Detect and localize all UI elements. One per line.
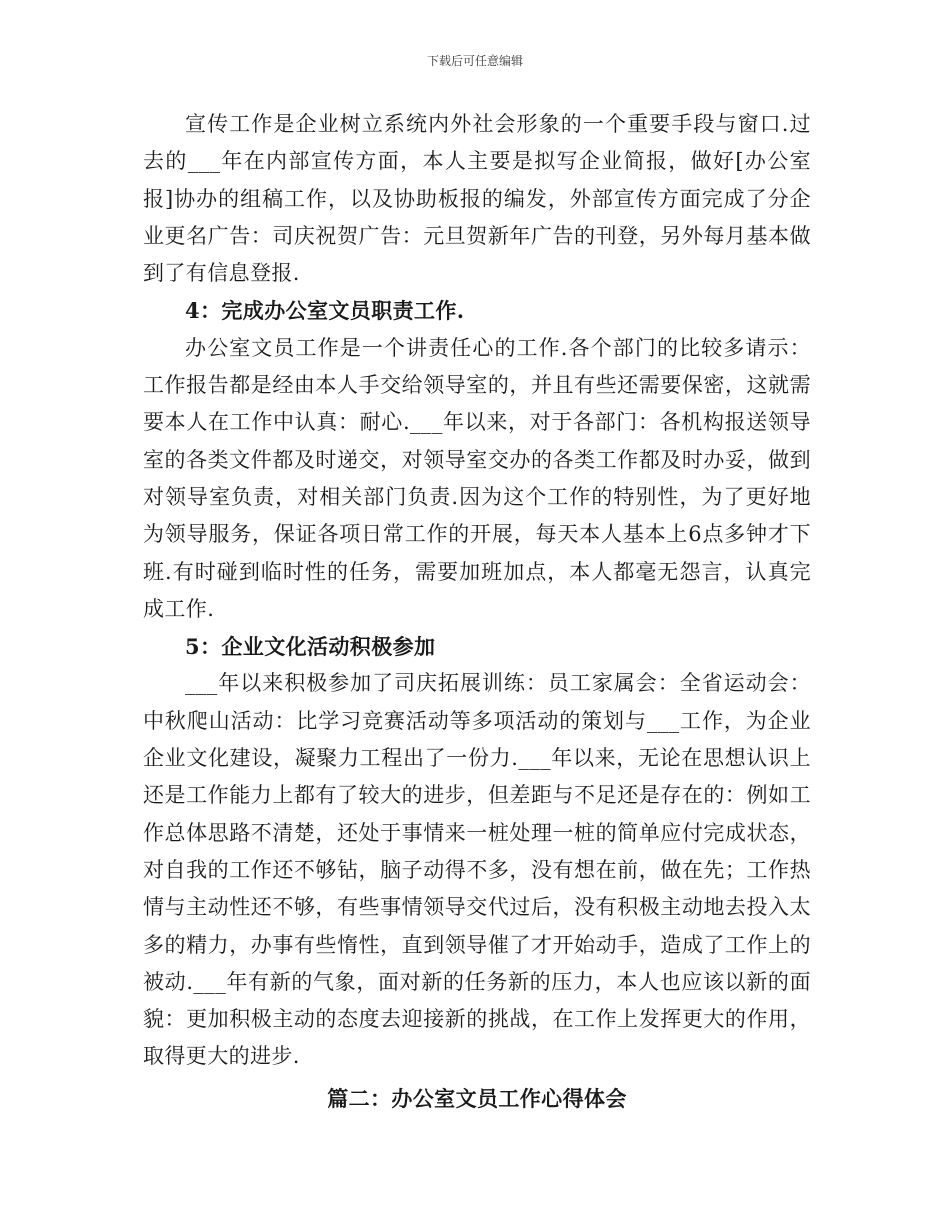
section-heading-5: 5：企业文化活动积极参加 bbox=[185, 634, 436, 660]
chapter-title: 篇二：办公室文员工作心得体会 bbox=[327, 1085, 627, 1111]
document-body bbox=[143, 106, 811, 1117]
page-header: 下载后可任意编辑 bbox=[426, 54, 523, 68]
section-heading-4: 4：完成办公室文员职责工作. bbox=[185, 298, 465, 324]
paragraph-clerk-duties: 办公室文员工作是一个讲责任心的工作.各个部门的比较多请示：工作报告都是经由本人手交给领导室的，并且有些还需要保密，这就需要本人在工作中认真：耐心.___年以来，对于各部门：各机构报送领导室的各类文件都及时递交，对领导室交办的各类工作都及时办妥，做到对领导室负责，对相关部门负责.因为这个工作的特别性，为了更好地为领导服务，保证各项日常工作的开展，每天本人基本上6点多钟才下班.有时碰到临时性的任务，需要加班加点，本人都毫无怨言，认真完成工作. bbox=[143, 335, 811, 621]
paragraph-publicity-work: 宣传工作是企业树立系统内外社会形象的一个重要手段与窗口.过去的___年在内部宣传方面，本人主要是拟写企业简报，做好[办公室报]协办的组稿工作，以及协助板报的编发，外部宣传方面完成了分企业更名广告：司庆祝贺广告：元旦贺新年广告的刊登，另外每月基本做到了有信息登报. bbox=[143, 112, 811, 286]
paragraph-culture-activities: ___年以来积极参加了司庆拓展训练：员工家属会：全省运动会：中秋爬山活动：比学习竞赛活动等多项活动的策划与___工作，为企业企业文化建设，凝聚力工程出了一份力.___年以来，无论在思想认识上还是工作能力上都有了较大的进步，但差距与不足还是存在的：例如工作总体思路不清楚，还处于事情来一桩处理一桩的简单应付完成状态，对自我的工作还不够钻，脑子动得不多，没有想在前，做在先；工作热情与主动性还不够，有些事情领导交代过后，没有积极主动地去投入太多的精力，办事有些惰性，直到领导催了才开始动手，造成了工作上的被动.___年有新的气象，面对新的任务新的压力，本人也应该以新的面貌：更加积极主动的态度去迎接新的挑战，在工作上发挥更大的作用，取得更大的进步. bbox=[143, 671, 811, 1069]
